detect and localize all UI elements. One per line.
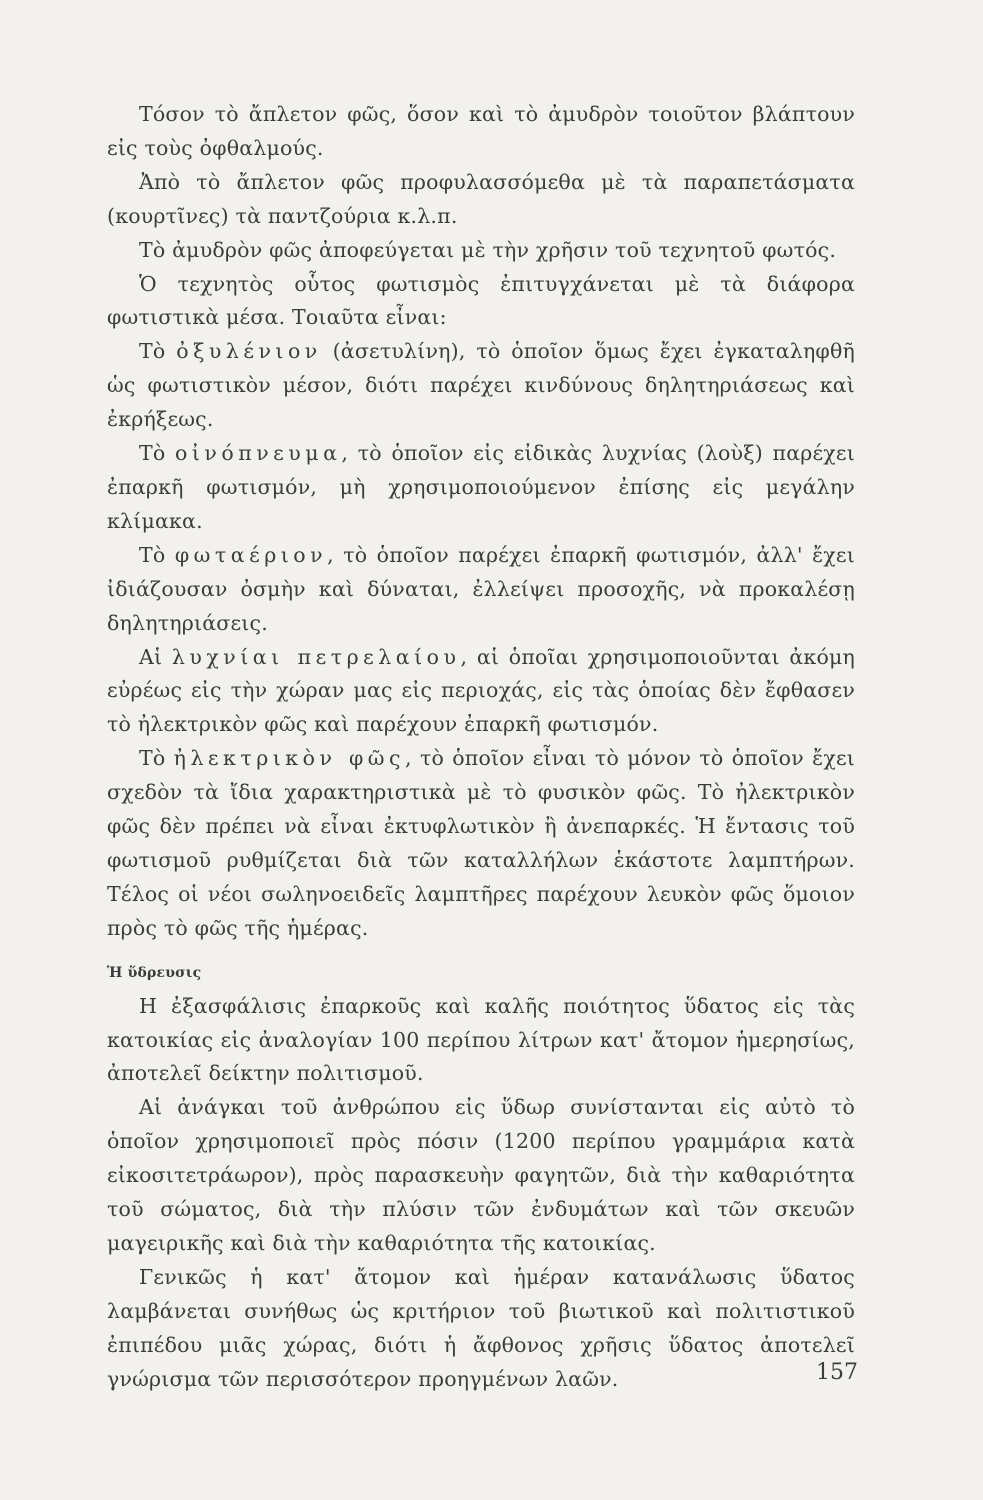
lighting-item-alcohol: Τὸ οἰνόπνευμα, τὸ ὁποῖον εἰς εἰδικὰς λυχνίας (λοὺξ) παρέχει ἐπαρκῆ φωτισμόν, μὴ χρησιμοποιούμενον ἐπίσης εἰς μεγάλην κλίμακα. bbox=[107, 441, 855, 533]
paragraph-dim-light: Τὸ ἀμυδρὸν φῶς ἀποφεύγεται μὲ τὴν χρῆσιν τοῦ τεχνητοῦ φωτός. bbox=[139, 237, 837, 262]
paragraph-curtains: Ἀπὸ τὸ ἄπλετον φῶς προφυλασσόμεθα μὲ τὰ παραπετάσματα (κουρτῖνες) τὰ παντζούρια κ.λ.π. bbox=[107, 169, 855, 228]
term-electric: ἠλεκτρικὸν φῶς bbox=[173, 746, 405, 771]
paragraph-water-needs: Αἱ ἀνάγκαι τοῦ ἀνθρώπου εἰς ὕδωρ συνίστανται εἰς αὐτὸ τὸ ὁποῖον χρησιμοποιεῖ πρὸς πόσιν (1200 περίπου γραμμάρια κατὰ εἰκοσιτετράωρον), πρὸς παρασκευὴν φαγητῶν, διὰ τὴν καθαριότητα τοῦ σώματος, διὰ τὴν πλύσιν τῶν ἐνδυμάτων καὶ τῶν σκευῶν μαγειρικῆς καὶ διὰ τὴν καθαριότητα τῆς κατοικίας. bbox=[107, 1095, 855, 1255]
lighting-item-acetylene: Τὸ ὀξυλένιον (ἀσετυλίνη), τὸ ὁποῖον ὅμως ἔχει ἐγκαταληφθῆ ὡς φωτιστικὸν μέσον, διότι παρέχει κινδύνους δηλητηριάσεως καὶ ἐκρήξεως. bbox=[107, 339, 855, 432]
page-body bbox=[107, 98, 855, 1397]
paragraph-artificial-lighting: Ὁ τεχνητὸς οὗτος φωτισμὸς ἐπιτυγχάνεται μὲ τὰ διάφορα φωτιστικὰ μέσα. Τοιαῦτα εἶναι: bbox=[107, 271, 855, 330]
lighting-item-electric: Τὸ ἠλεκτρικὸν φῶς, τὸ ὁποῖον εἶναι τὸ μόνον τὸ ὁποῖον ἔχει σχεδὸν τὰ ἴδια χαρακτηριστικὰ μὲ τὸ φυσικὸν φῶς. Τὸ ἠλεκτρικὸν φῶς δὲν πρέπει νὰ εἶναι ἐκτυφλωτικὸν ἢ ἀνεπαρκές. Ἡ ἔντασις τοῦ φωτισμοῦ ρυθμίζεται διὰ τῶν καταλλήλων ἑκάστοτε λαμπτήρων. Τέλος οἱ νέοι σωληνοειδεῖς λαμπτῆρες παρέχουν λευκὸν φῶς ὅμοιον πρὸς τὸ φῶς τῆς ἡμέρας. bbox=[107, 746, 855, 940]
lighting-item-oil-lamps: Αἱ λυχνίαι πετρελαίου, αἱ ὁποῖαι χρησιμοποιοῦνται ἀκόμη εὐρέως εἰς τὴν χώραν μας εἰς περιοχάς, εἰς τὰς ὁποίας δὲν ἔφθασεν τὸ ἠλεκτρικὸν φῶς καὶ παρέχουν ἐπαρκῆ φωτισμόν. bbox=[107, 644, 855, 737]
term-alcohol: οἰνόπνευμα bbox=[175, 441, 342, 466]
paragraph-harmful-light: Τόσον τὸ ἄπλετον φῶς, ὅσον καὶ τὸ ἀμυδρὸν τοιοῦτον βλάπτουν εἰς τοὺς ὀφθαλμούς. bbox=[107, 102, 855, 160]
term-acetylene: ὀξυλένιον bbox=[176, 339, 322, 364]
term-gas: φωταέριον bbox=[174, 542, 328, 567]
term-oil-lamps: λυχνίαι πετρελαίου bbox=[171, 644, 461, 669]
paragraph-water-adequacy: Η ἐξασφάλισις ἐπαρκοῦς καὶ καλῆς ποιότητος ὕδατος εἰς τὰς κατοικίας εἰς ἀναλογίαν 100 περίπου λίτρων κατ' ἄτομον ἡμερησίως, ἀποτελεῖ δείκτην πολιτισμοῦ. bbox=[107, 993, 855, 1086]
lighting-item-gas: Τὸ φωταέριον, τὸ ὁποῖον παρέχει ἐπαρκῆ φωτισμόν, ἀλλ' ἔχει ἰδιάζουσαν ὀσμὴν καὶ δύναται, ἐλλείψει προσοχῆς, νὰ προκαλέσῃ δηλητηριάσεις. bbox=[107, 542, 855, 635]
paragraph-water-consumption: Γενικῶς ἡ κατ' ἄτομον καὶ ἡμέραν κατανάλωσις ὕδατος λαμβάνεται συνήθως ὡς κριτήριον τοῦ βιωτικοῦ καὶ πολιτιστικοῦ ἐπιπέδου μιᾶς χώρας, διότι ἡ ἄφθονος χρῆσις ὕδατος ἀποτελεῖ γνώρισμα τῶν περισσότερον προηγμένων λαῶν. bbox=[107, 1264, 855, 1391]
page-number: 157 bbox=[816, 1360, 858, 1385]
section-heading-water-supply: Ἡ ὕδρευσις bbox=[107, 964, 202, 981]
